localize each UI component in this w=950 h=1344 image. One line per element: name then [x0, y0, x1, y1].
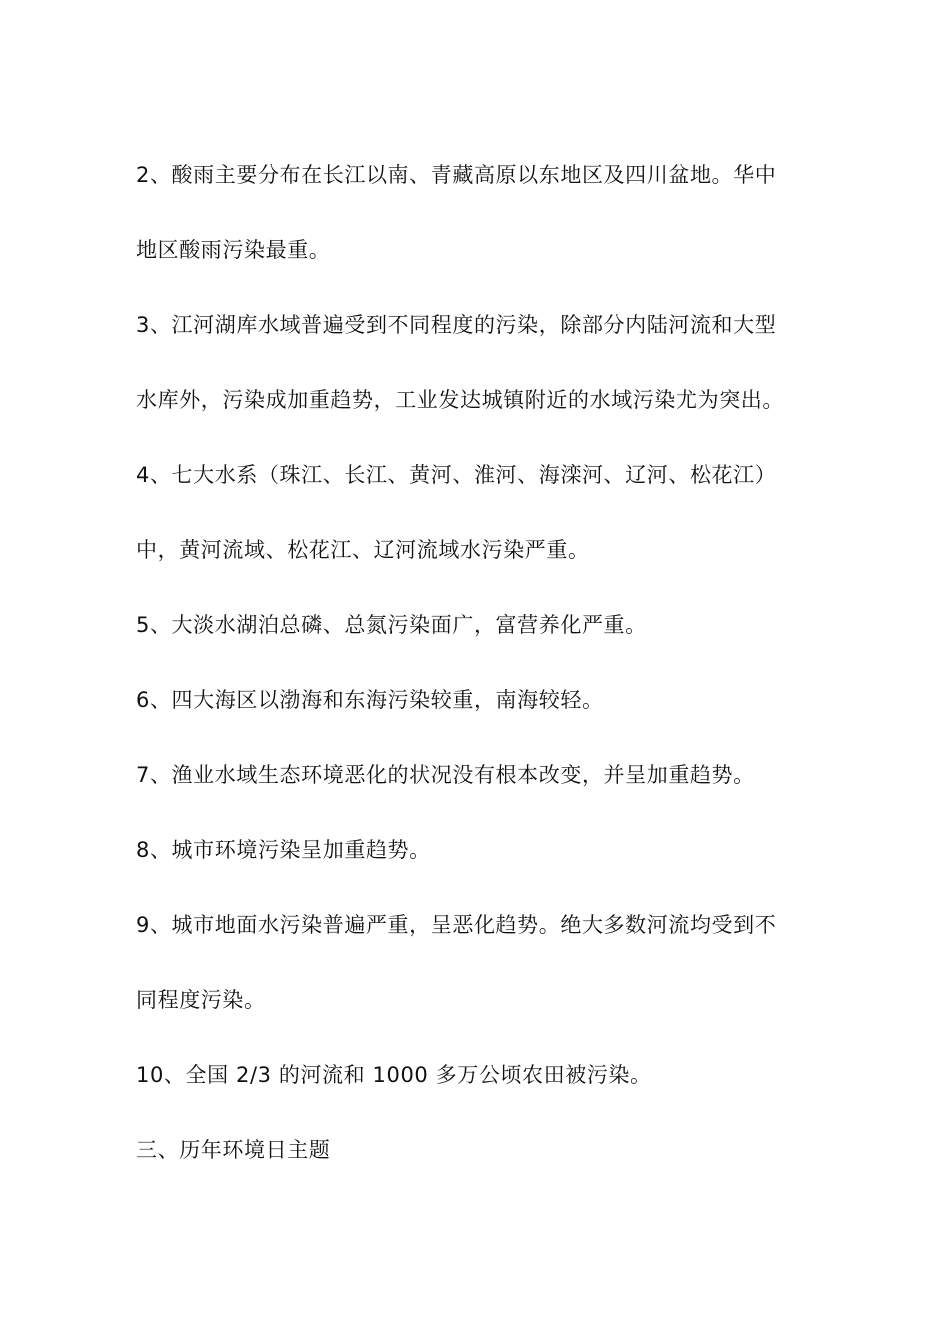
item-9-line-2: 同程度污染。 [136, 988, 266, 1012]
item-3-line-1: 3、江河湖库水域普遍受到不同程度的污染，除部分内陆河流和大型 [136, 313, 777, 337]
document-body [136, 138, 836, 1188]
item-10: 10、全国 2/3 的河流和 1000 多万公顷农田被污染。 [136, 1063, 652, 1087]
item-6: 6、四大海区以渤海和东海污染较重，南海较轻。 [136, 688, 604, 712]
item-2-line-1: 2、酸雨主要分布在长江以南、青藏高原以东地区及四川盆地。华中 [136, 163, 777, 187]
item-9-line-1: 9、城市地面水污染普遍严重，呈恶化趋势。绝大多数河流均受到不 [136, 913, 777, 937]
item-7: 7、渔业水域生态环境恶化的状况没有根本改变，并呈加重趋势。 [136, 763, 755, 787]
section-heading-3: 三、历年环境日主题 [136, 1138, 331, 1162]
item-5: 5、大淡水湖泊总磷、总氮污染面广，富营养化严重。 [136, 613, 647, 637]
item-2-line-2: 地区酸雨污染最重。 [136, 238, 331, 262]
item-4-line-2: 中，黄河流域、松花江、辽河流域水污染严重。 [136, 538, 590, 562]
item-8: 8、城市环境污染呈加重趋势。 [136, 838, 431, 862]
item-3-line-2: 水库外，污染成加重趋势，工业发达城镇附近的水域污染尤为突出。 [136, 388, 784, 412]
item-4-line-1: 4、七大水系（珠江、长江、黄河、淮河、海滦河、辽河、松花江） [136, 463, 777, 487]
